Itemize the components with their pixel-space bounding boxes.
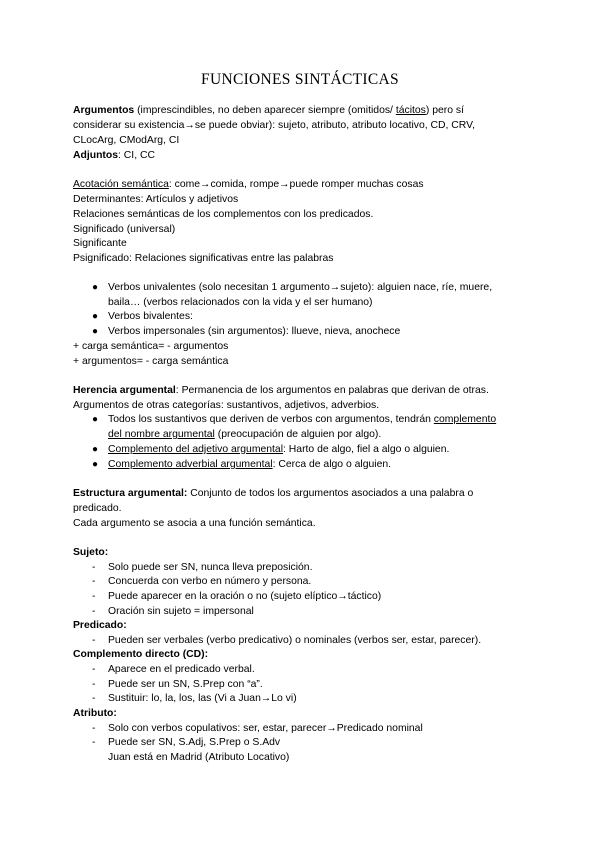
acotacion-label: Acotación semántica (73, 179, 169, 190)
list-item: Puede aparecer en la oración o no (sujeto elíptico→táctico) (108, 591, 382, 602)
carga-line-1: + carga semántica= - argumentos (73, 341, 229, 352)
acotacion-line: Acotación semántica: come→comida, rompe→puede romper muchas cosas (73, 179, 424, 190)
bullet-icon: ● (92, 414, 99, 425)
adjuntos-label: Adjuntos (73, 150, 119, 161)
acotacion-line-4: Significante (73, 238, 127, 249)
list-item: Verbos impersonales (sin argumentos): llueve, nieva, anochece (108, 326, 401, 337)
list-item: Verbos bivalentes: (108, 311, 193, 322)
estructura-line-2: predicado. (73, 503, 122, 514)
sujeto-heading: Sujeto: (73, 547, 109, 558)
list-item-example: Juan está en Madrid (Atributo Locativo) (108, 752, 290, 763)
herencia-label: Herencia argumental (73, 385, 176, 396)
bullet-icon: ● (92, 311, 99, 322)
argumentos-line-3: CLocArg, CModArg, CI (73, 135, 180, 146)
tacitos-underlined: tácitos (395, 105, 426, 116)
bullet-icon: ● (92, 282, 99, 293)
acotacion-line-5: Psignificado: Relaciones significativas entre las palabras (73, 253, 334, 264)
dash-icon: - (92, 591, 96, 602)
list-item: Complemento del adjetivo argumental: Harto de algo, fiel a algo o alguien. (108, 444, 450, 455)
dash-icon: - (92, 562, 96, 573)
acotacion-line-1: Determinantes: Artículos y adjetivos (73, 194, 239, 205)
page-title: FUNCIONES SINTÁCTICAS (201, 71, 399, 88)
bullet-icon: ● (92, 326, 99, 337)
dash-icon: - (92, 576, 96, 587)
list-item: Concuerda con verbo en número y persona. (108, 576, 312, 587)
list-item: Aparece en el predicado verbal. (108, 664, 255, 675)
dash-icon: - (92, 606, 96, 617)
list-item: Complemento adverbial argumental: Cerca de algo o alguien. (108, 459, 392, 470)
atributo-heading: Atributo: (73, 708, 117, 719)
bullet-icon: ● (92, 459, 99, 470)
acotacion-line-3: Significado (universal) (73, 224, 176, 235)
predicado-heading: Predicado: (73, 620, 127, 631)
cd-heading: Complemento directo (CD): (73, 649, 209, 660)
argumentos-line-2: considerar su existencia→se puede obviar): sujeto, atributo, atributo locativo, CD, CRV, (73, 120, 475, 131)
estructura-line: Estructura argumental: Conjunto de todos los argumentos asociados a una palabra o (73, 488, 474, 499)
dash-icon: - (92, 664, 96, 675)
list-item: Pueden ser verbales (verbo predicativo) o nominales (verbos ser, estar, parecer). (108, 635, 482, 646)
herencia-line: Herencia argumental: Permanencia de los argumentos en palabras que derivan de otras. (73, 385, 489, 396)
dash-icon: - (92, 693, 96, 704)
list-item: Todos los sustantivos que deriven de verbos con argumentos, tendrán complemento (108, 414, 497, 425)
list-item: Sustituir: lo, la, los, las (Vi a Juan→Lo vi) (108, 693, 297, 704)
list-item-continuation: del nombre argumental (preocupación de alguien por algo). (108, 429, 382, 440)
dash-icon: - (92, 679, 96, 690)
list-item: Verbos univalentes (solo necesitan 1 argumento→sujeto): alguien nace, ríe, muere, (108, 282, 493, 293)
herencia-line-2: Argumentos de otras categorías: sustantivos, adjetivos, adverbios. (73, 400, 380, 411)
argumentos-label: Argumentos (73, 105, 135, 116)
acotacion-line-2: Relaciones semánticas de los complementos con los predicados. (73, 209, 374, 220)
dash-icon: - (92, 723, 96, 734)
list-item: Puede ser SN, S.Adj, S.Prep o S.Adv (108, 737, 281, 748)
estructura-label: Estructura argumental: (73, 488, 188, 499)
list-item: Puede ser un SN, S.Prep con “a”. (108, 679, 263, 690)
list-item: Oración sin sujeto = impersonal (108, 606, 254, 617)
estructura-line-3: Cada argumento se asocia a una función semántica. (73, 518, 316, 529)
dash-icon: - (92, 737, 96, 748)
list-item: Solo con verbos copulativos: ser, estar, parecer→Predicado nominal (108, 723, 423, 734)
argumentos-line-1: Argumentos (imprescindibles, no deben aparecer siempre (omitidos/ tácitos) pero sí (73, 105, 464, 116)
adjuntos-line: Adjuntos: CI, CC (73, 150, 155, 161)
list-item-continuation: baila… (verbos relacionados con la vida y el ser humano) (108, 297, 373, 308)
bullet-icon: ● (92, 444, 99, 455)
dash-icon: - (92, 635, 96, 646)
list-item: Solo puede ser SN, nunca lleva preposición. (108, 562, 313, 573)
carga-line-2: + argumentos= - carga semántica (73, 356, 229, 367)
